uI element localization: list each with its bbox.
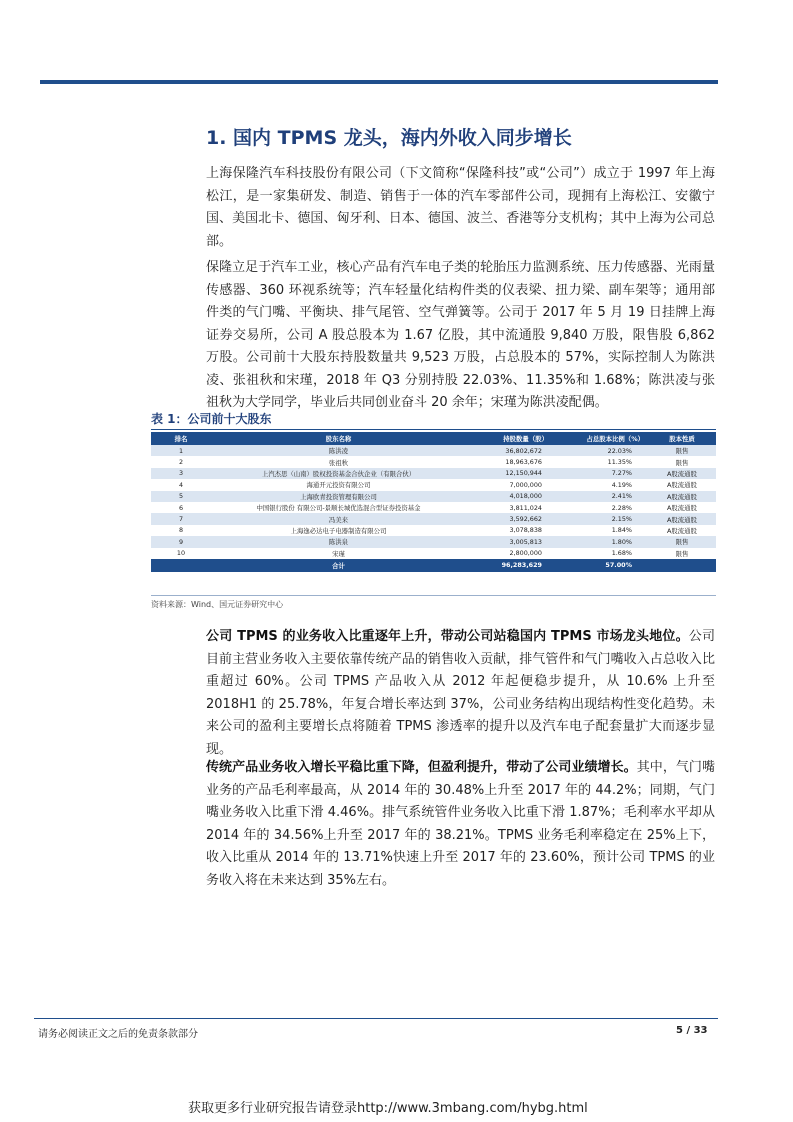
- ratio-cell: 1.84%: [552, 525, 648, 536]
- rank-cell: 1: [151, 445, 211, 456]
- source-rule: [151, 595, 716, 596]
- type-cell: 限售: [648, 536, 716, 547]
- caption-rule: [151, 429, 716, 430]
- ratio-cell: 22.03%: [552, 445, 648, 456]
- table-caption: 表 1：公司前十大股东: [151, 412, 272, 426]
- col-rank-header: 排名: [151, 432, 211, 445]
- traditional-body: 其中，气门嘴业务的产品毛利率最高，从 2014 年的 30.48%上升至 2017 年的 44.2%；同期，气门嘴业务收入比重下滑 4.46%。排气系统管件业务收入比重下滑 1.87%；毛利率水平却从 2014 年的 34.56%上升至 2017 年的 38.21%。TPMS 业务毛利率稳定在 25%上下，收入比重从 2014 年的 13.71%快速上升至 2017 年的 23.60%，预计公司 TPMS 的业务收入将在未来达到 35%左右。: [206, 760, 715, 888]
- holder-cell: 张祖秋: [211, 456, 466, 467]
- total-type-cell: [648, 559, 716, 572]
- holder-cell: 上海逸必达电子电器制造有限公司: [211, 525, 466, 536]
- type-cell: 限售: [648, 445, 716, 456]
- header-rule: [40, 80, 718, 84]
- traditional-lead: 传统产品业务收入增长平稳比重下降，但盈利提升，带动了公司业绩增长。: [206, 760, 637, 775]
- col-holder-header: 股东名称: [211, 432, 466, 445]
- section-title: 1. 国内 TPMS 龙头，海内外收入同步增长: [206, 127, 572, 149]
- ratio-cell: 1.68%: [552, 548, 648, 559]
- col-shares-header: 持股数量（股）: [466, 432, 552, 445]
- ratio-cell: 2.15%: [552, 513, 648, 524]
- rank-cell: 8: [151, 525, 211, 536]
- table-row: [151, 548, 716, 559]
- table-row: [151, 445, 716, 456]
- total-ratio-cell: 57.00%: [552, 559, 648, 572]
- rank-cell: 9: [151, 536, 211, 547]
- shareholders-table: [151, 432, 716, 572]
- holder-cell: 海通开元投资有限公司: [211, 479, 466, 490]
- rank-cell: 2: [151, 456, 211, 467]
- type-cell: A股流通股: [648, 468, 716, 479]
- ratio-cell: 11.35%: [552, 456, 648, 467]
- total-label-cell: 合计: [211, 559, 466, 572]
- table-source: 资料来源：Wind、国元证券研究中心: [151, 600, 284, 609]
- holder-cell: 中国银行股份 有限公司-景顺长城优选混合型证券投资基金: [211, 502, 466, 513]
- rank-cell: 6: [151, 502, 211, 513]
- shares-cell: 3,811,024: [466, 502, 552, 513]
- tpms-body: 公司目前主营业务收入主要依靠传统产品的销售收入贡献，排气管件和气门嘴收入占总收入比重超过 60%。公司 TPMS 产品收入从 2012 年起便稳步提升，从 10.6% 上升至 2018H1 的 25.78%，年复合增长率达到 37%，公司业务结构出现结构性变化趋势。未来公司的盈利主要增长点将随着 TPMS 渗透率的提升以及汽车电子配套量扩大而逐步显现。: [206, 629, 715, 757]
- tpms-paragraph: [206, 626, 715, 761]
- tpms-lead: 公司 TPMS 的业务收入比重逐年上升，带动公司站稳国内 TPMS 市场龙头地位。: [206, 629, 689, 644]
- ratio-cell: 2.41%: [552, 491, 648, 502]
- table-total-row: [151, 559, 716, 572]
- ratio-cell: 1.80%: [552, 536, 648, 547]
- type-cell: 限售: [648, 456, 716, 467]
- type-cell: A股流通股: [648, 502, 716, 513]
- traditional-paragraph: [206, 757, 715, 892]
- shares-cell: 3,592,662: [466, 513, 552, 524]
- type-cell: 限售: [648, 548, 716, 559]
- intro-paragraph: 上海保隆汽车科技股份有限公司（下文简称“保隆科技”或“公司”）成立于 1997 年上海松江，是一家集研发、制造、销售于一体的汽车零部件公司，现拥有上海松江、安徽宁国、美国北卡、德国、匈牙利、日本、德国、波兰、香港等分支机构；其中上海为公司总部。: [206, 166, 715, 249]
- type-cell: A股流通股: [648, 479, 716, 490]
- total-shares-cell: 96,283,629: [466, 559, 552, 572]
- col-type-header: 股本性质: [648, 432, 716, 445]
- type-cell: A股流通股: [648, 513, 716, 524]
- ratio-cell: 2.28%: [552, 502, 648, 513]
- rank-cell: 7: [151, 513, 211, 524]
- ratio-cell: 7.27%: [552, 468, 648, 479]
- holder-cell: 上海欧青投资管理有限公司: [211, 491, 466, 502]
- shares-cell: 36,802,672: [466, 445, 552, 456]
- table-row: [151, 479, 716, 490]
- type-cell: A股流通股: [648, 491, 716, 502]
- shares-cell: 3,078,838: [466, 525, 552, 536]
- table-row: [151, 536, 716, 547]
- shares-cell: 3,005,813: [466, 536, 552, 547]
- rank-cell: 3: [151, 468, 211, 479]
- rank-cell: 10: [151, 548, 211, 559]
- table-row: [151, 491, 716, 502]
- holder-cell: 上汽杰思（山南）股权投资基金合伙企业（有限合伙）: [211, 468, 466, 479]
- ratio-cell: 4.19%: [552, 479, 648, 490]
- type-cell: A股流通股: [648, 525, 716, 536]
- table-row: [151, 468, 716, 479]
- footer-disclaimer: 请务必阅读正文之后的免责条款部分: [38, 1029, 198, 1040]
- shares-cell: 7,000,000: [466, 479, 552, 490]
- rank-cell: 5: [151, 491, 211, 502]
- holder-cell: 陈洪泉: [211, 536, 466, 547]
- shares-cell: 2,800,000: [466, 548, 552, 559]
- table-row: [151, 513, 716, 524]
- table-row: [151, 502, 716, 513]
- col-ratio-header: 占总股本比例（%）: [552, 432, 648, 445]
- rank-cell: 4: [151, 479, 211, 490]
- shares-cell: 18,963,676: [466, 456, 552, 467]
- download-watermark: 获取更多行业研究报告请登录http://www.3mbang.com/hybg.html: [188, 1101, 588, 1116]
- holder-cell: 陈洪凌: [211, 445, 466, 456]
- table-row: [151, 456, 716, 467]
- holder-cell: 冯美来: [211, 513, 466, 524]
- business-paragraph: 保隆立足于汽车工业，核心产品有汽车电子类的轮胎压力监测系统、压力传感器、光雨量传感器、360 环视系统等；汽车轻量化结构件类的仪表梁、扭力梁、副车架等；通用部件类的气门嘴、平衡块、排气尾管、空气弹簧等。公司于 2017 年 5 月 19 日挂牌上海证券交易所，公司 A 股总股本为 1.67 亿股，其中流通股 9,840 万股，限售股 6,862 万股。公司前十大股东持股数量共 9,523 万股，占总股本的 57%，实际控制人为陈洪凌、张祖秋和宋瑾，2018 年 Q3 分别持股 22.03%、11.35%和 1.68%；陈洪凌与张祖秋为大学同学，毕业后共同创业奋斗 20 余年；宋瑾为陈洪凌配偶。: [206, 260, 715, 410]
- table-header-row: [151, 432, 716, 445]
- footer-rule: [34, 1018, 718, 1019]
- holder-cell: 宋瑾: [211, 548, 466, 559]
- total-rank-cell: [151, 559, 211, 572]
- shares-cell: 12,150,944: [466, 468, 552, 479]
- shares-cell: 4,018,000: [466, 491, 552, 502]
- page-number: 5 / 33: [676, 1025, 708, 1036]
- table-row: [151, 525, 716, 536]
